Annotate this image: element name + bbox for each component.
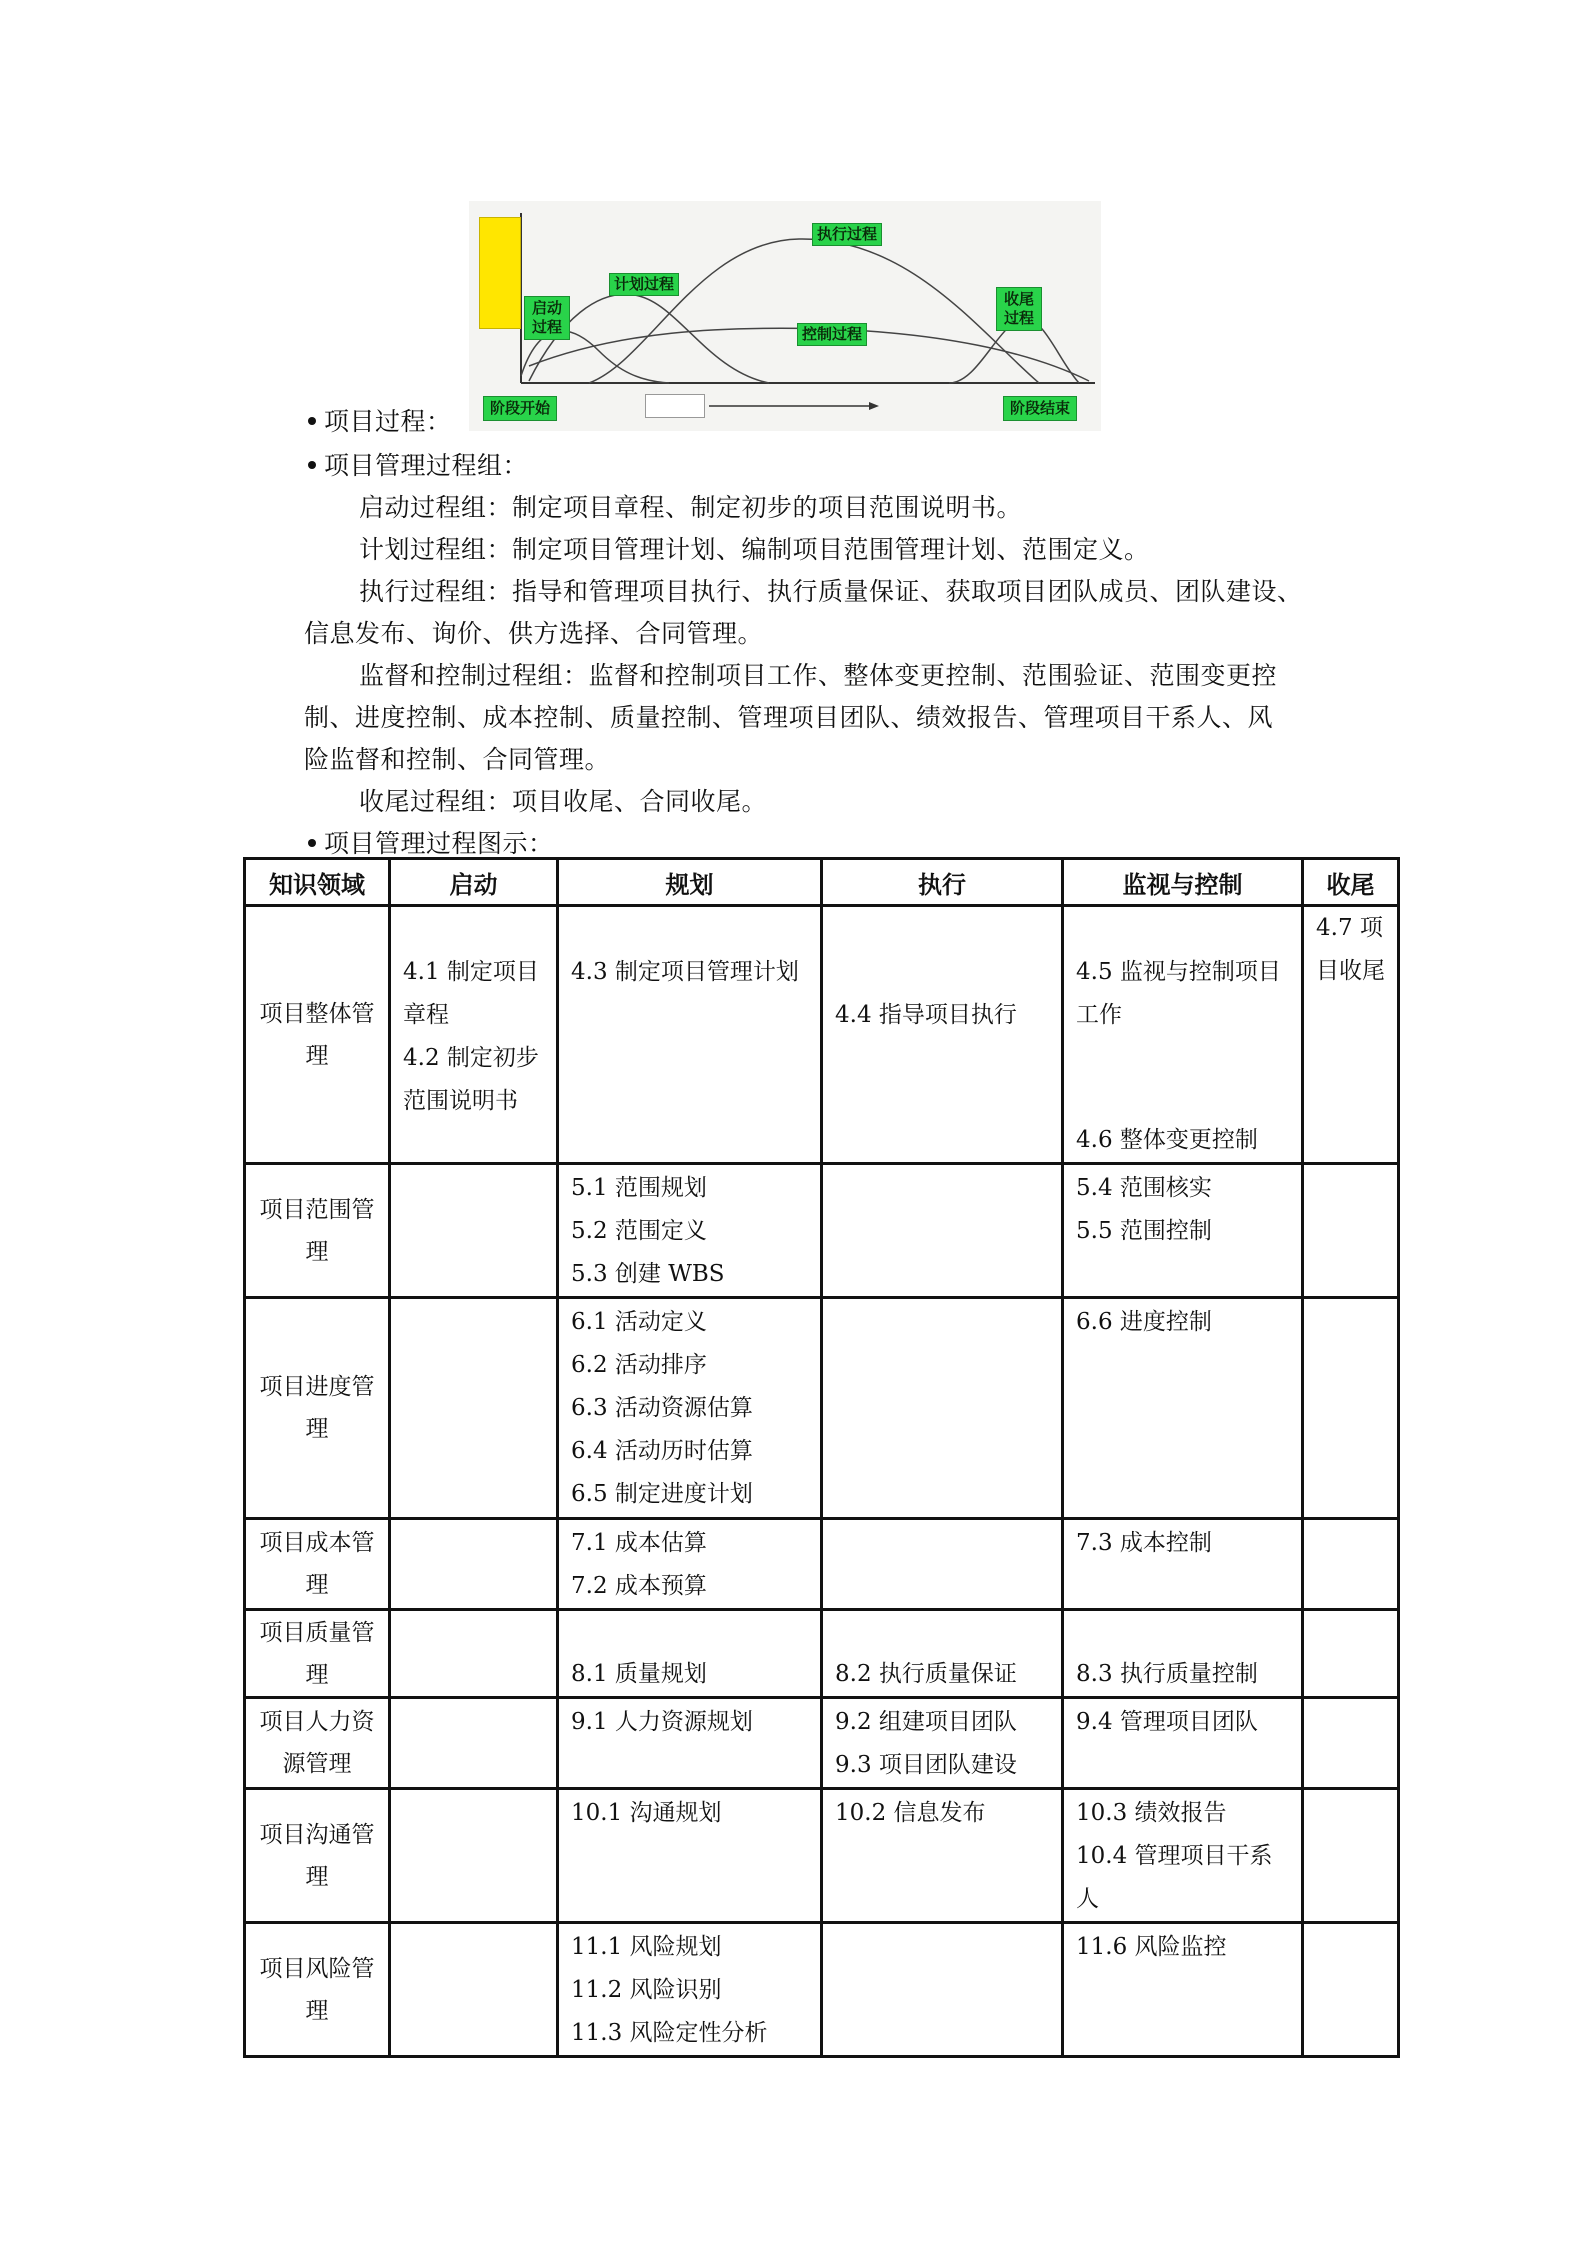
label-controlling: 控制过程 bbox=[797, 323, 867, 346]
executing-cell bbox=[822, 906, 1063, 1164]
process-item: 7.3 成本控制 bbox=[1076, 1530, 1212, 1556]
label-initiating: 启动过程 bbox=[524, 296, 570, 340]
monitoring-cell bbox=[1063, 1610, 1303, 1698]
bullet-project-process bbox=[308, 405, 452, 439]
planning-cell bbox=[558, 1164, 822, 1298]
closing-cell bbox=[1303, 1298, 1399, 1519]
label-phase-start: 阶段开始 bbox=[483, 396, 557, 421]
process-item: 9.2 组建项目团队 bbox=[835, 1709, 1017, 1735]
closing-cell bbox=[1303, 1923, 1399, 2057]
initiating-cell bbox=[390, 1923, 558, 2057]
area-cell: 项目人力资源管理 bbox=[245, 1698, 390, 1789]
process-item: 4.4 指导项目执行 bbox=[835, 1002, 1017, 1028]
process-item: 10.3 绩效报告 bbox=[1076, 1800, 1227, 1826]
header-closing: 收尾 bbox=[1303, 859, 1399, 906]
planning-cell bbox=[558, 1519, 822, 1610]
executing-cell bbox=[822, 1164, 1063, 1298]
spacer bbox=[1076, 1037, 1291, 1119]
header-executing: 执行 bbox=[822, 859, 1063, 906]
process-item: 6.2 活动排序 bbox=[571, 1352, 707, 1378]
table-header-row bbox=[245, 859, 1399, 906]
planning-cell bbox=[558, 1298, 822, 1519]
process-item: 8.2 执行质量保证 bbox=[835, 1661, 1017, 1687]
closing-cell bbox=[1303, 1610, 1399, 1698]
closing-cell bbox=[1303, 1519, 1399, 1610]
process-item: 10.1 沟通规划 bbox=[571, 1800, 722, 1826]
bullet-text: 项目过程： bbox=[324, 407, 452, 436]
header-planning: 规划 bbox=[558, 859, 822, 906]
process-item: 5.2 范围定义 bbox=[571, 1218, 707, 1244]
initiating-cell bbox=[390, 1298, 558, 1519]
process-item: 6.5 制定进度计划 bbox=[571, 1481, 753, 1507]
paragraph-line: 计划过程组：制定项目管理计划、编制项目范围管理计划、范围定义。 bbox=[359, 535, 1150, 564]
area-cell: 项目沟通管理 bbox=[245, 1789, 390, 1923]
curve-executing bbox=[589, 239, 1039, 383]
process-item: 6.6 进度控制 bbox=[1076, 1309, 1212, 1335]
process-item: 4.5 监视与控制项目工作 bbox=[1076, 959, 1281, 1028]
bullet-text: 项目管理过程图示： bbox=[324, 829, 554, 858]
process-item: 11.2 风险识别 bbox=[571, 1977, 722, 2003]
table-row bbox=[245, 1610, 1399, 1698]
bullet-dot bbox=[308, 839, 316, 847]
paragraph-line: 收尾过程组：项目收尾、合同收尾。 bbox=[359, 787, 768, 816]
bullet-text: 项目管理过程组： bbox=[324, 451, 529, 480]
bullet-dot bbox=[308, 417, 316, 425]
executing-cell bbox=[822, 1610, 1063, 1698]
initiating-cell bbox=[390, 906, 558, 1164]
initiating-cell bbox=[390, 1519, 558, 1610]
header-knowledge-area: 知识领域 bbox=[245, 859, 390, 906]
process-item: 5.4 范围核实 bbox=[1076, 1175, 1212, 1201]
process-item: 6.1 活动定义 bbox=[571, 1309, 707, 1335]
area-cell: 项目成本管理 bbox=[245, 1519, 390, 1610]
process-item: 7.1 成本估算 bbox=[571, 1530, 707, 1556]
process-item: 5.1 范围规划 bbox=[571, 1175, 707, 1201]
executing-cell bbox=[822, 1789, 1063, 1923]
process-item: 5.5 范围控制 bbox=[1076, 1218, 1212, 1244]
label-planning: 计划过程 bbox=[609, 273, 679, 296]
initiating-cell bbox=[390, 1164, 558, 1298]
paragraph-line: 监督和控制过程组：监督和控制项目工作、整体变更控制、范围验证、范围变更控 bbox=[359, 661, 1278, 690]
planning-cell bbox=[558, 906, 822, 1164]
process-item: 9.1 人力资源规划 bbox=[571, 1709, 753, 1735]
closing-cell bbox=[1303, 1789, 1399, 1923]
table-row bbox=[245, 1789, 1399, 1923]
process-item: 9.4 管理项目团队 bbox=[1076, 1709, 1258, 1735]
closing-cell bbox=[1303, 906, 1399, 1164]
time-label-box bbox=[645, 394, 705, 418]
monitoring-cell bbox=[1063, 1789, 1303, 1923]
table-row bbox=[245, 1298, 1399, 1519]
time-arrow-head bbox=[869, 402, 879, 410]
planning-cell bbox=[558, 1610, 822, 1698]
monitoring-cell bbox=[1063, 906, 1303, 1164]
monitoring-cell bbox=[1063, 1923, 1303, 2057]
area-cell: 项目质量管理 bbox=[245, 1610, 390, 1698]
header-monitoring: 监视与控制 bbox=[1063, 859, 1303, 906]
executing-cell bbox=[822, 1923, 1063, 2057]
monitoring-cell bbox=[1063, 1519, 1303, 1610]
planning-cell bbox=[558, 1698, 822, 1789]
process-item: 10.4 管理项目干系人 bbox=[1076, 1843, 1273, 1912]
area-cell: 项目整体管理 bbox=[245, 906, 390, 1164]
executing-cell bbox=[822, 1298, 1063, 1519]
y-axis-label-box bbox=[479, 217, 521, 329]
monitoring-cell bbox=[1063, 1298, 1303, 1519]
process-item: 6.4 活动历时估算 bbox=[571, 1438, 753, 1464]
process-item: 4.2 制定初步范围说明书 bbox=[403, 1045, 539, 1114]
process-item: 4.1 制定项目章程 bbox=[403, 959, 539, 1028]
bullet-dot bbox=[308, 461, 316, 469]
process-item: 4.3 制定项目管理计划 bbox=[571, 959, 799, 985]
paragraph-line: 启动过程组：制定项目章程、制定初步的项目范围说明书。 bbox=[359, 493, 1023, 522]
process-item: 7.2 成本预算 bbox=[571, 1573, 707, 1599]
process-item: 8.3 执行质量控制 bbox=[1076, 1661, 1258, 1687]
area-cell: 项目风险管理 bbox=[245, 1923, 390, 2057]
executing-cell bbox=[822, 1519, 1063, 1610]
paragraph-line: 制、进度控制、成本控制、质量控制、管理项目团队、绩效报告、管理项目干系人、风 bbox=[304, 703, 1274, 732]
planning-cell bbox=[558, 1923, 822, 2057]
process-item: 10.2 信息发布 bbox=[835, 1800, 986, 1826]
initiating-cell bbox=[390, 1698, 558, 1789]
monitoring-cell bbox=[1063, 1698, 1303, 1789]
process-item: 6.3 活动资源估算 bbox=[571, 1395, 753, 1421]
process-item: 11.6 风险监控 bbox=[1076, 1934, 1227, 1960]
table-row bbox=[245, 1698, 1399, 1789]
table-row bbox=[245, 1164, 1399, 1298]
area-cell: 项目范围管理 bbox=[245, 1164, 390, 1298]
process-item: 9.3 项目团队建设 bbox=[835, 1752, 1017, 1778]
table-row bbox=[245, 1923, 1399, 2057]
process-item: 4.6 整体变更控制 bbox=[1076, 1127, 1258, 1153]
process-item: 11.1 风险规划 bbox=[571, 1934, 722, 1960]
closing-cell bbox=[1303, 1164, 1399, 1298]
table-row bbox=[245, 906, 1399, 1164]
area-cell: 项目进度管理 bbox=[245, 1298, 390, 1519]
label-closing: 收尾过程 bbox=[996, 287, 1042, 331]
process-overlap-diagram bbox=[469, 201, 1101, 431]
bullet-process-groups bbox=[308, 449, 528, 483]
table-row bbox=[245, 1519, 1399, 1610]
planning-cell bbox=[558, 1789, 822, 1923]
executing-cell bbox=[822, 1698, 1063, 1789]
paragraph-line: 信息发布、询价、供方选择、合同管理。 bbox=[304, 619, 764, 648]
header-initiating: 启动 bbox=[390, 859, 558, 906]
process-item: 5.3 创建 WBS bbox=[571, 1261, 725, 1287]
paragraph-line: 执行过程组：指导和管理项目执行、执行质量保证、获取项目团队成员、团队建设、 bbox=[359, 577, 1303, 606]
process-table bbox=[243, 857, 1400, 2058]
process-item: 11.3 风险定性分析 bbox=[571, 2020, 768, 2046]
process-item: 8.1 质量规划 bbox=[571, 1661, 707, 1687]
label-phase-end: 阶段结束 bbox=[1003, 396, 1077, 421]
label-executing: 执行过程 bbox=[812, 223, 882, 246]
bullet-process-chart bbox=[308, 827, 554, 861]
process-item: 4.7 项目收尾 bbox=[1316, 915, 1385, 984]
paragraph-line: 险监督和控制、合同管理。 bbox=[304, 745, 611, 774]
initiating-cell bbox=[390, 1610, 558, 1698]
monitoring-cell bbox=[1063, 1164, 1303, 1298]
closing-cell bbox=[1303, 1698, 1399, 1789]
initiating-cell bbox=[390, 1789, 558, 1923]
